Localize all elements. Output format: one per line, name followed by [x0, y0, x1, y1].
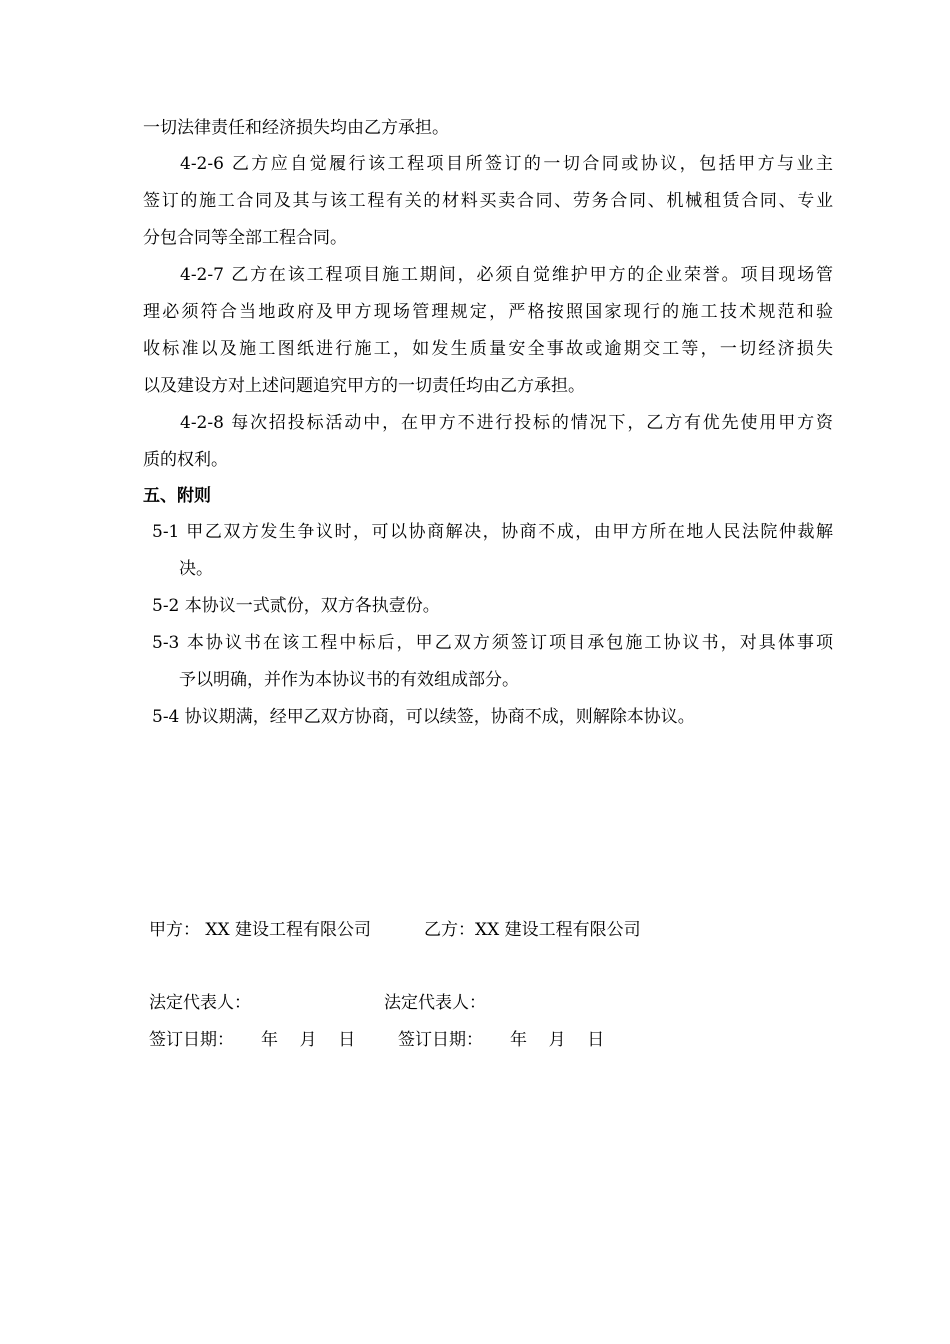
section-5-heading: 五、附则: [143, 486, 211, 506]
party-a-label: 甲方： XX 建设工程有限公司: [149, 920, 372, 940]
party-a-representative: 法定代表人：: [149, 993, 251, 1013]
party-b-signing-date: 签订日期： 年 月 日: [398, 1030, 605, 1050]
clause-4-2-6-line-1: 4-2-6 乙方应自觉履行该工程项目所签订的一切合同或协议，包括甲方与业主: [180, 154, 833, 174]
clause-5-1-line-2: 决。: [179, 559, 213, 579]
clause-4-2-7-line-3: 收标准以及施工图纸进行施工，如发生质量安全事故或逾期交工等，一切经济损失: [143, 339, 833, 359]
clause-4-2-7-line-1: 4-2-7 乙方在该工程项目施工期间，必须自觉维护甲方的企业荣誉。项目现场管: [180, 265, 833, 285]
clause-4-2-7-line-4: 以及建设方对上述问题追究甲方的一切责任均由乙方承担。: [143, 376, 585, 396]
party-b-label: 乙方：XX 建设工程有限公司: [424, 920, 641, 940]
clause-5-2: 5-2 本协议一式贰份，双方各执壹份。: [152, 596, 440, 616]
clause-4-2-7-line-2: 理必须符合当地政府及甲方现场管理规定，严格按照国家现行的施工技术规范和验: [143, 302, 833, 322]
clause-5-3-line-2: 予以明确，并作为本协议书的有效组成部分。: [179, 670, 519, 690]
clause-5-3-line-1: 5-3 本协议书在该工程中标后，甲乙双方须签订项目承包施工协议书，对具体事项: [152, 633, 833, 653]
clause-4-2-6-line-2: 签订的施工合同及其与该工程有关的材料买卖合同、劳务合同、机械租赁合同、专业: [143, 191, 833, 211]
continuation-text: 一切法律责任和经济损失均由乙方承担。: [143, 118, 449, 138]
clause-4-2-8-line-1: 4-2-8 每次招投标活动中，在甲方不进行投标的情况下，乙方有优先使用甲方资: [180, 413, 833, 433]
clause-4-2-6-line-3: 分包合同等全部工程合同。: [143, 228, 347, 248]
party-b-representative: 法定代表人：: [384, 993, 486, 1013]
party-a-signing-date: 签订日期： 年 月 日: [149, 1030, 356, 1050]
clause-5-1-line-1: 5-1 甲乙双方发生争议时，可以协商解决，协商不成，由甲方所在地人民法院仲裁解: [152, 522, 833, 542]
clause-4-2-8-line-2: 质的权利。: [143, 450, 228, 470]
clause-5-4: 5-4 协议期满，经甲乙双方协商，可以续签，协商不成，则解除本协议。: [152, 707, 695, 727]
